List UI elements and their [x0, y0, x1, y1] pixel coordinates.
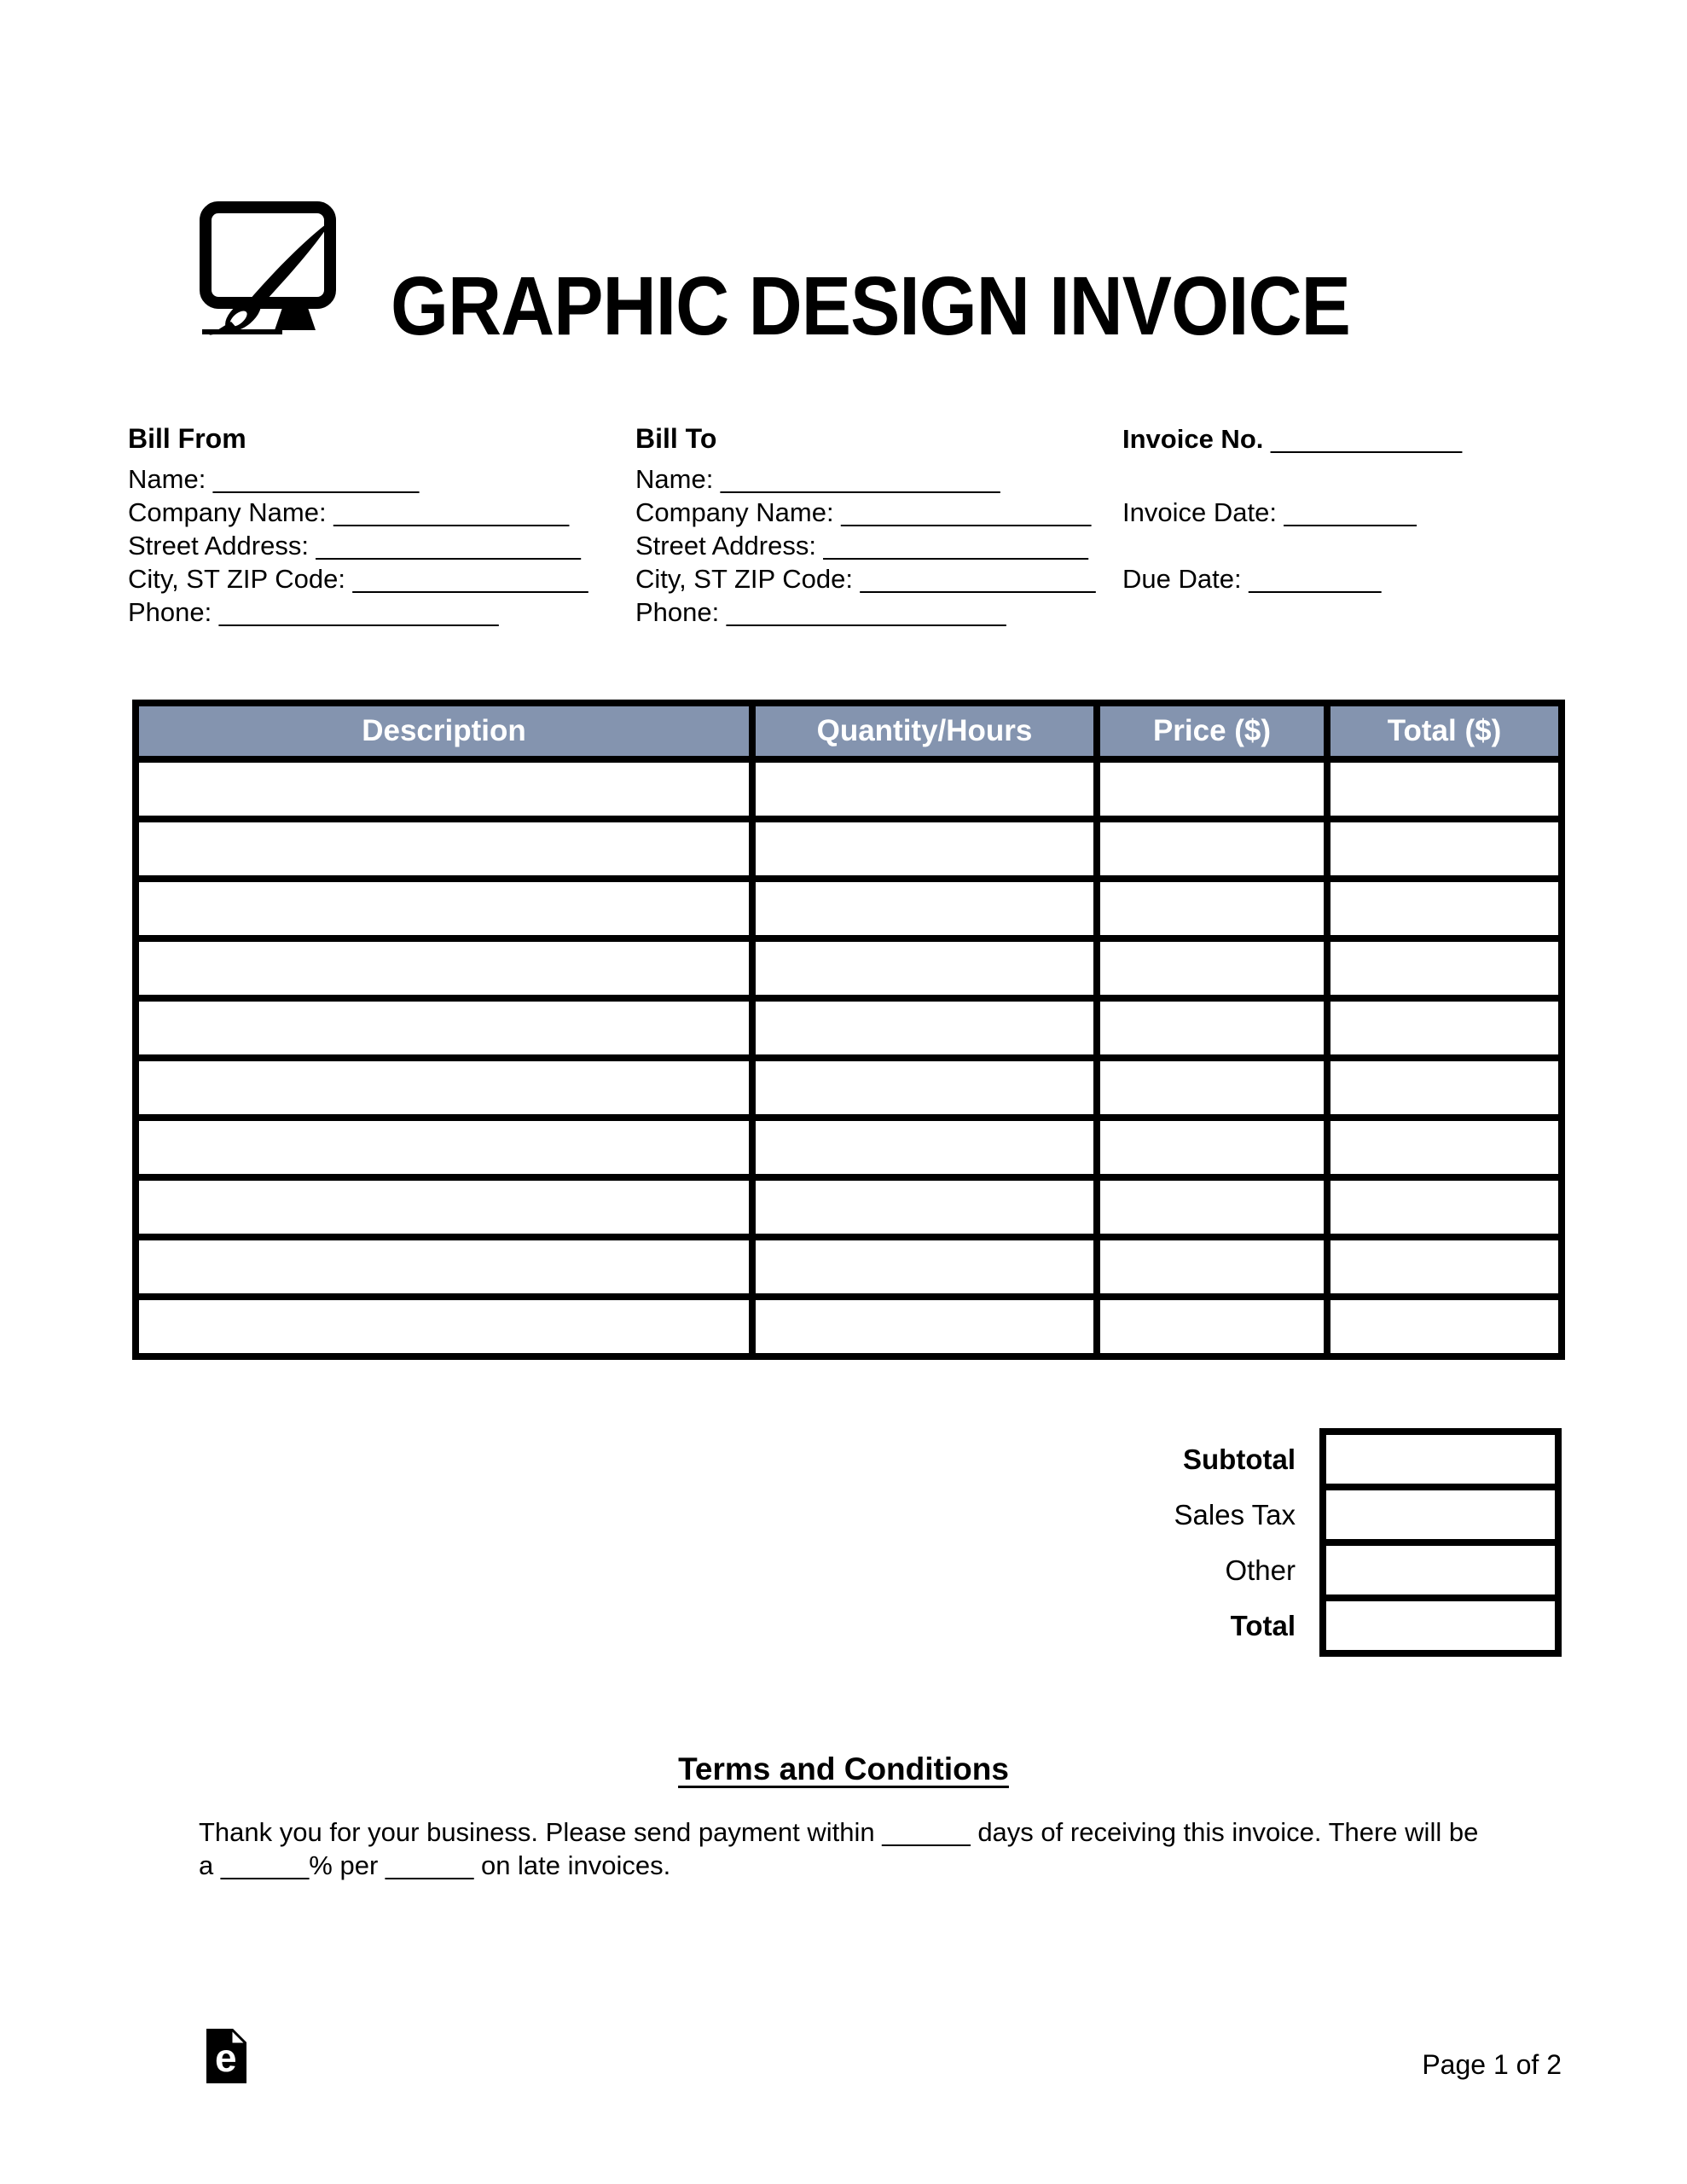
- totals-section: [132, 1428, 1562, 1657]
- item-cell[interactable]: [1327, 938, 1562, 998]
- item-cell[interactable]: [752, 1058, 1097, 1118]
- item-cell[interactable]: [1327, 759, 1562, 819]
- line-items-header-row: [136, 703, 1562, 759]
- item-cell[interactable]: [136, 1237, 752, 1297]
- bill-from-city-field: City, ST ZIP Code: ________________: [128, 564, 588, 594]
- due-date-field: Due Date: _________: [1122, 564, 1382, 594]
- total-value-box[interactable]: [1323, 1598, 1558, 1653]
- line-item-row: [136, 938, 1562, 998]
- bill-from-heading: Bill From: [128, 423, 246, 454]
- bill-to-name-field: Name: ___________________: [635, 464, 1000, 494]
- item-cell[interactable]: [1097, 819, 1327, 879]
- bill-from-name-field: Name: ______________: [128, 464, 420, 494]
- bill-to-city-field: City, ST ZIP Code: ________________: [635, 564, 1096, 594]
- other-value-box[interactable]: [1323, 1542, 1558, 1598]
- bill-from-company-field: Company Name: ________________: [128, 497, 570, 527]
- col-header-quantity-hours: Quantity/Hours: [752, 703, 1097, 759]
- item-cell[interactable]: [1327, 1118, 1562, 1177]
- item-cell[interactable]: [752, 1297, 1097, 1356]
- item-cell[interactable]: [752, 1237, 1097, 1297]
- line-item-row: [136, 1118, 1562, 1177]
- item-cell[interactable]: [1327, 879, 1562, 938]
- item-cell[interactable]: [136, 1177, 752, 1237]
- bill-to-company-field: Company Name: _________________: [635, 497, 1092, 527]
- item-cell[interactable]: [1097, 998, 1327, 1058]
- item-cell[interactable]: [1327, 1237, 1562, 1297]
- sales-tax-label: Sales Tax: [1174, 1498, 1296, 1531]
- bill-to-block: [635, 422, 1126, 629]
- bill-to-phone-field: Phone: ___________________: [635, 597, 1006, 627]
- page-title: GRAPHIC DESIGN INVOICE: [391, 259, 1350, 352]
- item-cell[interactable]: [1327, 1297, 1562, 1356]
- item-cell[interactable]: [752, 1118, 1097, 1177]
- invoice-number-field: [1122, 422, 1561, 456]
- item-cell[interactable]: [136, 1058, 752, 1118]
- item-cell[interactable]: [1097, 1297, 1327, 1356]
- line-item-row: [136, 1177, 1562, 1237]
- line-item-row: [136, 819, 1562, 879]
- monitor-paintbrush-icon: [199, 200, 337, 335]
- bill-from-street-field: Street Address: __________________: [128, 531, 581, 561]
- item-cell[interactable]: [1097, 759, 1327, 819]
- item-cell[interactable]: [752, 1177, 1097, 1237]
- item-cell[interactable]: [1097, 1237, 1327, 1297]
- subtotal-label: Subtotal: [1183, 1443, 1296, 1475]
- total-label: Total: [1230, 1609, 1296, 1641]
- page-number: Page 1 of 2: [1422, 2049, 1562, 2080]
- item-cell[interactable]: [1097, 938, 1327, 998]
- line-items-body: [136, 759, 1562, 1356]
- line-items-table: [132, 700, 1565, 1360]
- item-cell[interactable]: [136, 1118, 752, 1177]
- item-cell[interactable]: [752, 819, 1097, 879]
- item-cell[interactable]: [136, 938, 752, 998]
- line-item-row: [136, 1297, 1562, 1356]
- item-cell[interactable]: [752, 938, 1097, 998]
- item-cell[interactable]: [1097, 1177, 1327, 1237]
- bill-from-block: [128, 422, 618, 629]
- item-cell[interactable]: [1327, 819, 1562, 879]
- bill-from-phone-field: Phone: ___________________: [128, 597, 499, 627]
- item-cell[interactable]: [1097, 879, 1327, 938]
- sales-tax-value-box[interactable]: [1323, 1487, 1558, 1542]
- col-header-description: Description: [136, 703, 752, 759]
- line-item-row: [136, 1058, 1562, 1118]
- item-cell[interactable]: [1327, 998, 1562, 1058]
- item-cell[interactable]: [1097, 1058, 1327, 1118]
- item-cell[interactable]: [752, 759, 1097, 819]
- invoice-number-label: Invoice No.: [1122, 424, 1264, 454]
- line-item-row: [136, 879, 1562, 938]
- item-cell[interactable]: [136, 819, 752, 879]
- col-header-price: Price ($): [1097, 703, 1327, 759]
- eforms-logo-icon: [206, 2029, 246, 2083]
- invoice-date-field: Invoice Date: _________: [1122, 497, 1417, 527]
- line-item-row: [136, 759, 1562, 819]
- invoice-meta-block: [1122, 422, 1561, 595]
- col-header-total: Total ($): [1327, 703, 1562, 759]
- terms-text: Thank you for your business. Please send payment within ______ days of receiving this invoice. There will be a ______% per ______ on late invoices.: [199, 1817, 1479, 1880]
- item-cell[interactable]: [136, 759, 752, 819]
- invoice-number-blank: _____________: [1263, 424, 1463, 454]
- terms-heading: Terms and Conditions: [678, 1751, 1009, 1786]
- other-label: Other: [1225, 1554, 1296, 1586]
- svg-text:e: e: [215, 2036, 237, 2080]
- item-cell[interactable]: [752, 879, 1097, 938]
- bill-to-heading: Bill To: [635, 423, 717, 454]
- item-cell[interactable]: [752, 998, 1097, 1058]
- item-cell[interactable]: [136, 1297, 752, 1356]
- line-item-row: [136, 1237, 1562, 1297]
- item-cell[interactable]: [1097, 1118, 1327, 1177]
- bill-to-street-field: Street Address: __________________: [635, 531, 1088, 561]
- line-item-row: [136, 998, 1562, 1058]
- item-cell[interactable]: [1327, 1177, 1562, 1237]
- item-cell[interactable]: [136, 998, 752, 1058]
- subtotal-value-box[interactable]: [1323, 1432, 1558, 1487]
- item-cell[interactable]: [1327, 1058, 1562, 1118]
- item-cell[interactable]: [136, 879, 752, 938]
